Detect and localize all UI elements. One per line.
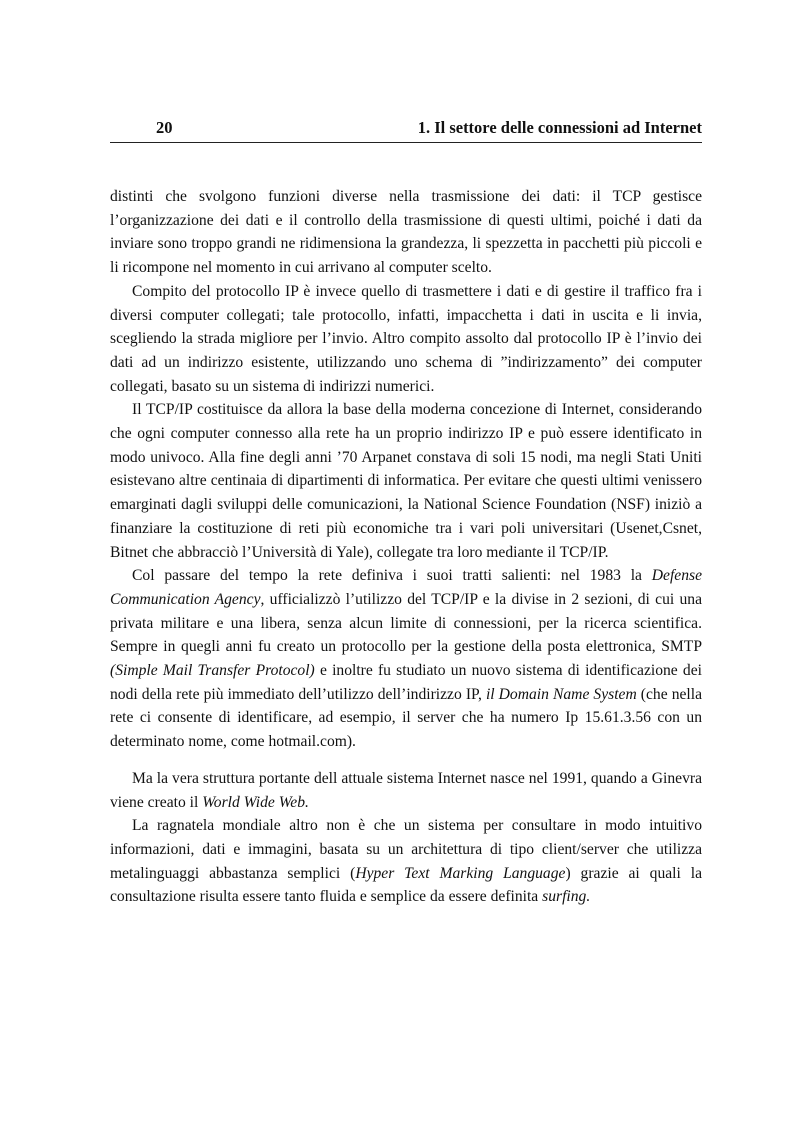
text-run: La ragnatela mondiale altro non è che un sistema per consultare in modo intuitivo informazioni, dati e immagini, basata su un architettura di tipo client/server che utilizza metalinguaggi abbastanza semplici ( — [110, 817, 702, 882]
italic-text: Defense Communication Agency — [110, 567, 702, 608]
paragraph — [110, 398, 702, 564]
italic-text: (Simple Mail Transfer Protocol) — [110, 662, 315, 680]
running-header — [110, 118, 702, 143]
text-run: (che nella rete ci consente di identificare, ad esempio, il server che ha numero Ip 15.61.3.56 con un determinato nome, come hotmail.com). — [110, 685, 703, 751]
text-run: , ufficializzò l’utilizzo del TCP/IP e la divise in 2 sezioni, di cui una privata militare e una libera, senza alcun limite di connessioni, per la ricerca scientifica. Sempre in quegli anni fu creato un protocollo per la gestione della posta elettronica, SMTP — [110, 590, 702, 656]
body-text — [110, 185, 702, 909]
italic-text: il Domain Name System — [485, 685, 637, 703]
paragraph — [110, 814, 702, 909]
paragraph — [110, 185, 702, 280]
text-run: Col passare del tempo la rete definiva i suoi tratti salienti: nel 1983 la — [132, 567, 652, 585]
text-run: Ma la vera struttura portante dell attuale sistema Internet nasce nel 1991, quando a Ginevra viene creato il — [110, 769, 702, 811]
text-run: e inoltre fu studiato un nuovo sistema di identificazione dei nodi della rete più immediato dell’utilizzo dell’indirizzo IP, — [110, 662, 702, 703]
text-run: ) grazie ai quali la consultazione risulta essere tanto fluida e semplice da essere definita — [110, 864, 702, 906]
page-number: 20 — [156, 118, 173, 137]
paragraph — [110, 564, 702, 754]
italic-text: World Wide Web. — [202, 793, 309, 811]
paragraph — [110, 280, 702, 399]
chapter-title: 1. Il settore delle connessioni ad Internet — [417, 118, 702, 137]
text-run: Compito del protocollo IP è invece quello di trasmettere i dati e di gestire il traffico fra i diversi computer collegati; tale protocollo, infatti, impacchetta i dati in uscita e li invia, scegliendo la strada migliore per l’invio. Altro compito assolto dal protocollo IP è l’invio dei dati ad un indirizzo esistente, utilizzando uno schema di ”indirizzamento” dei computer collegati, basato su un sistema di indirizzi numerici. — [110, 282, 702, 395]
italic-text: Hyper Text Marking Language — [355, 864, 566, 882]
italic-text: surfing. — [542, 888, 591, 906]
text-run: Il TCP/IP costituisce da allora la base della moderna concezione di Internet, considerando che ogni computer connesso alla rete ha un proprio indirizzo IP e può essere identificato in modo univoco. Alla fine degli anni ’70 Arpanet constava di soli 15 nodi, ma negli Stati Uniti esistevano altre centinaia di dipartimenti di informatica. Per evitare che questi ultimi venissero emarginati dagli sviluppi delle comunicazioni, la National Science Foundation (NSF) iniziò a finanziare la costituzione di reti più economiche tra i vari poli universitari (Usenet,Csnet, Bitnet che abbracciò l’Università di Yale), collegate tra loro mediante il TCP/IP. — [110, 401, 702, 561]
document-page — [110, 118, 702, 909]
text-run: distinti che svolgono funzioni diverse nella trasmissione dei dati: il TCP gestisce l’organizzazione dei dati e il controllo della trasmissione di questi ultimi, poiché i dati da inviare sono troppo grandi ne ridimensiona la grandezza, li spezzetta in pacchetti più piccoli e li ricompone nel momento in cui arrivano al computer scelto. — [110, 188, 702, 277]
paragraph — [110, 767, 702, 814]
